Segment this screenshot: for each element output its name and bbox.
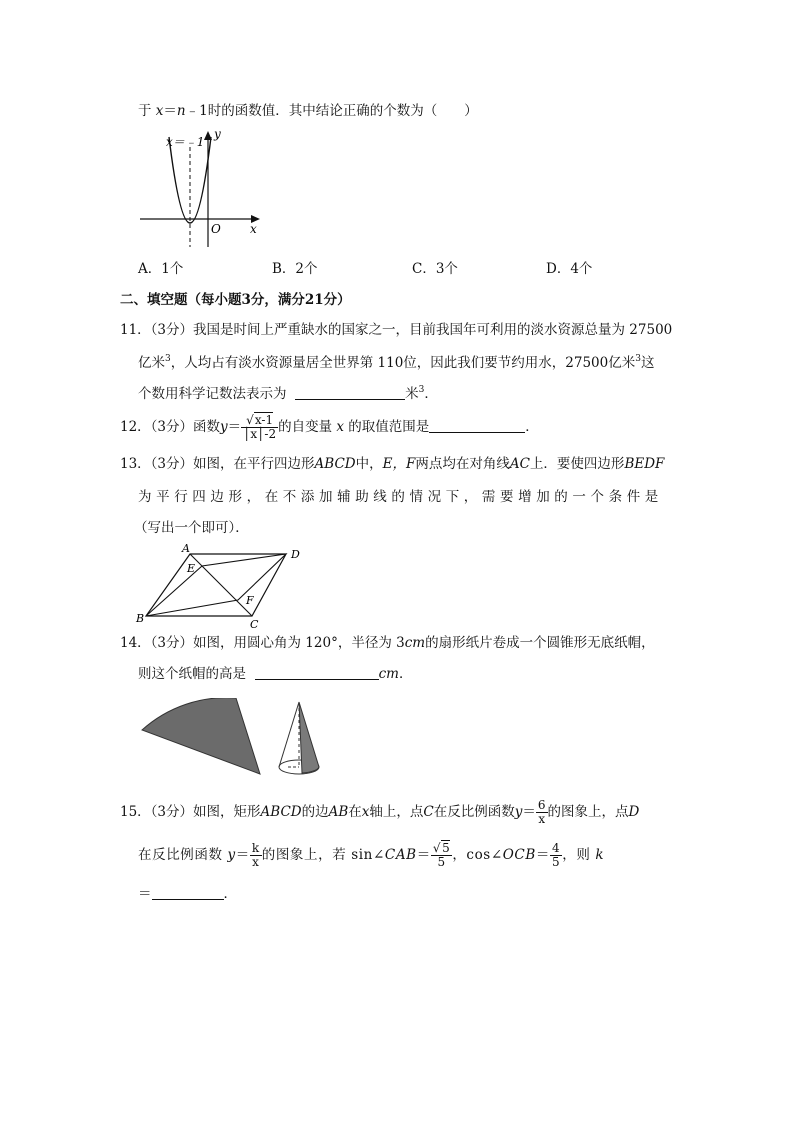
quadrilateral-bedf: [146, 554, 286, 616]
q15-answer-blank[interactable]: [152, 885, 224, 900]
vertex-b-label: B: [136, 612, 145, 625]
q12-line: 12．（3分）函数y＝ $\frac{√x-1}{│x│-2}$ 的自变量 x 的取值范围是 ．: [120, 413, 539, 441]
q15-fraction-sqrt5-over-5: $\frac{√5}{5}$: [432, 841, 451, 869]
q13-parallelogram-figure: [134, 540, 314, 630]
vertex-d-label: D: [291, 548, 300, 561]
section-title: 二、填空题（每小题3分，满分21分）: [120, 292, 351, 308]
q15-fraction-4-over-5: $\frac{4}{5}$: [551, 841, 561, 869]
q15-line-3: ＝ ．: [138, 886, 237, 902]
q14-line-2: 则这个纸帽的高是 cm．: [138, 666, 413, 682]
y-axis-label: y: [214, 127, 221, 141]
q10-tail-text: 于 x＝n﹣1时的函数值．其中结论正确的个数为（ ）: [138, 103, 478, 119]
q10-option-b: B．2个: [272, 261, 318, 277]
vertex-a-label: A: [182, 542, 190, 555]
symmetry-line-label: x＝﹣1: [166, 135, 205, 149]
q15-fraction-k-over-x: $\frac{k}{x}$: [251, 841, 260, 869]
q13-line-1: 13．（3分）如图，在平行四边形ABCD中，E，F两点均在对角线AC上．要使四边形BEDF: [120, 456, 665, 472]
q11-answer-blank[interactable]: [295, 385, 405, 400]
q11-line-2: 亿米$^3$，人均占有淡水资源量居全世界第 110位，因此我们要节约用水，27500亿米$^3$这: [138, 354, 655, 371]
cone-left-edge: [279, 702, 299, 767]
vertex-c-label: C: [250, 618, 259, 630]
sector-shape: [142, 698, 260, 774]
q10-option-c: C．3个: [412, 261, 458, 277]
q13-line-2: 为平行四边形，在不添加辅助线的情况下，需要增加的一个条件是: [138, 489, 663, 505]
q15-fraction-6-over-x: $\frac{6}{x}$: [537, 798, 546, 826]
q14-sector-cone-figure: [136, 698, 336, 786]
x-axis-label: x: [250, 222, 257, 236]
q10-parabola-graph: [130, 125, 270, 250]
q11-line-3: 个数用科学记数法表示为 米$^3$．: [138, 385, 438, 402]
q15-line-2: 在反比例函数 y＝ $\frac{k}{x}$ 的图象上，若 sin∠CAB＝ $\frac{√5}{5}$ ，cos∠OCB＝ $\frac{4}{5}$ ，则 k: [138, 841, 605, 869]
q14-answer-blank[interactable]: [255, 665, 379, 680]
q11-line-1: 11．（3分）我国是时间上严重缺水的国家之一，目前我国年可利用的淡水资源总量为 27500: [120, 322, 673, 338]
q10-option-a: A．1个: [138, 261, 184, 277]
parallelogram-abcd: [146, 554, 286, 616]
cone-shaded-side: [299, 702, 319, 773]
q12-fraction: $\frac{√x-1}{│x│-2}$: [243, 413, 277, 441]
q13-line-3: （写出一个即可）．: [134, 520, 249, 536]
point-e-label: E: [187, 562, 196, 575]
q15-line-1: 15．（3分）如图，矩形ABCD的边AB在x轴上，点C在反比例函数y＝ $\frac{6}{x}$ 的图象上，点D: [120, 798, 640, 826]
q10-option-d: D．4个: [546, 261, 593, 277]
q14-line-1: 14．（3分）如图，用圆心角为 120°，半径为 3cm的扇形纸片卷成一个圆锥形无底纸帽，: [120, 635, 655, 651]
q12-answer-blank[interactable]: [429, 418, 525, 433]
origin-label: O: [211, 222, 221, 236]
point-f-label: F: [246, 594, 254, 607]
